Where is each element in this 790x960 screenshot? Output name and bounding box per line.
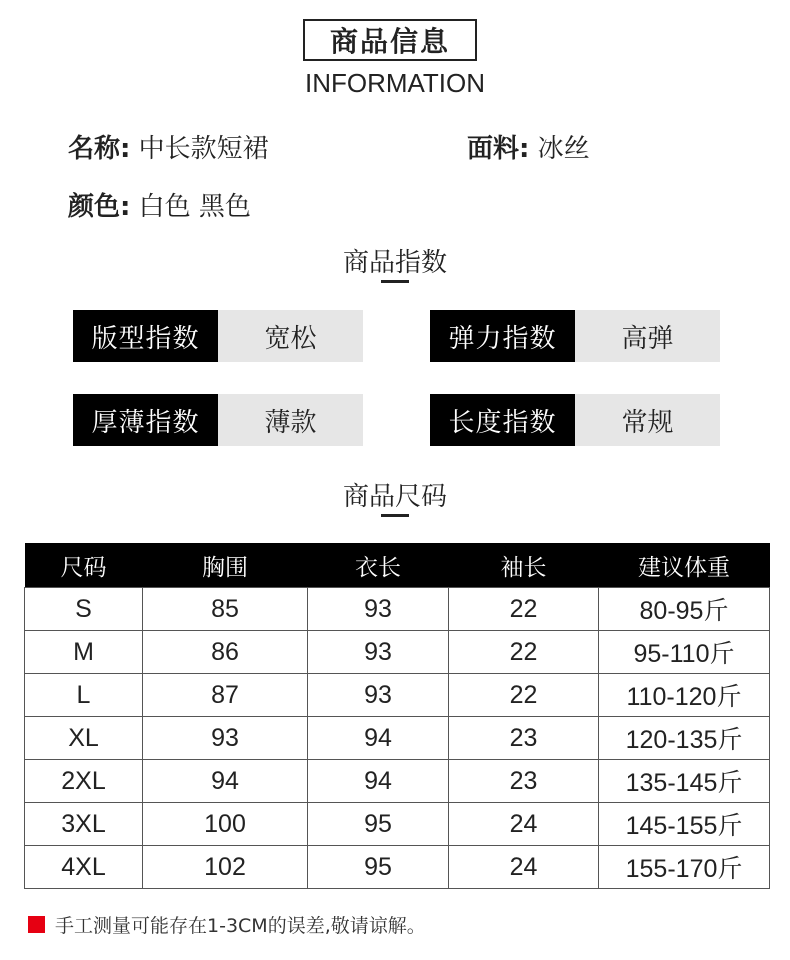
table-row	[25, 803, 770, 846]
index-item-label: 版型指数	[73, 310, 218, 362]
index-item-value: 常规	[575, 394, 720, 446]
index-item-label: 弹力指数	[430, 310, 575, 362]
header-length: 衣长	[308, 543, 449, 588]
index-item-value: 薄款	[218, 394, 363, 446]
cell-weight: 135-145斤	[599, 760, 770, 803]
index-section-title: 商品指数	[342, 248, 447, 278]
cell-chest: 87	[143, 674, 308, 717]
cell-size: 2XL	[25, 760, 143, 803]
cell-length: 93	[308, 631, 449, 674]
size-table-header	[25, 543, 770, 588]
section-subtitle: INFORMATION	[304, 68, 486, 98]
index-item-fit	[73, 310, 363, 362]
note-text: 手工测量可能存在1-3CM的误差,敬请谅解。	[55, 915, 426, 937]
cell-weight: 145-155斤	[599, 803, 770, 846]
info-color	[68, 186, 251, 223]
cell-chest: 85	[143, 588, 308, 631]
index-title-underline	[381, 280, 409, 283]
info-name-value: 中长款短裙	[138, 134, 269, 164]
index-item-value: 宽松	[218, 310, 363, 362]
cell-sleeve: 23	[449, 760, 599, 803]
cell-weight: 155-170斤	[599, 846, 770, 889]
table-row	[25, 631, 770, 674]
size-section-title: 商品尺码	[342, 482, 447, 512]
cell-length: 95	[308, 803, 449, 846]
cell-weight: 95-110斤	[599, 631, 770, 674]
cell-size: 3XL	[25, 803, 143, 846]
info-fabric	[467, 128, 590, 165]
cell-sleeve: 22	[449, 631, 599, 674]
index-item-length	[430, 394, 720, 446]
cell-weight: 110-120斤	[599, 674, 770, 717]
measurement-note	[28, 911, 426, 938]
cell-length: 94	[308, 760, 449, 803]
table-row	[25, 588, 770, 631]
cell-sleeve: 22	[449, 588, 599, 631]
cell-length: 93	[308, 588, 449, 631]
cell-sleeve: 22	[449, 674, 599, 717]
cell-weight: 80-95斤	[599, 588, 770, 631]
table-row	[25, 760, 770, 803]
cell-size: 4XL	[25, 846, 143, 889]
size-table	[24, 543, 770, 889]
cell-sleeve: 23	[449, 717, 599, 760]
info-fabric-value: 冰丝	[537, 134, 590, 164]
cell-size: L	[25, 674, 143, 717]
cell-length: 93	[308, 674, 449, 717]
cell-size: XL	[25, 717, 143, 760]
cell-weight: 120-135斤	[599, 717, 770, 760]
table-row	[25, 846, 770, 889]
size-title-underline	[381, 514, 409, 517]
info-name-label: 名称:	[68, 134, 131, 164]
info-color-value: 白色 黑色	[138, 192, 251, 222]
index-item-thickness	[73, 394, 363, 446]
table-row	[25, 717, 770, 760]
cell-chest: 100	[143, 803, 308, 846]
cell-chest: 86	[143, 631, 308, 674]
info-fabric-label: 面料:	[467, 134, 530, 164]
header-weight: 建议体重	[599, 543, 770, 588]
cell-length: 94	[308, 717, 449, 760]
table-row	[25, 674, 770, 717]
info-color-label: 颜色:	[68, 192, 131, 222]
info-name	[68, 128, 269, 165]
cell-sleeve: 24	[449, 846, 599, 889]
index-item-value: 高弹	[575, 310, 720, 362]
section-title-info: 商品信息	[303, 19, 477, 61]
cell-sleeve: 24	[449, 803, 599, 846]
cell-size: S	[25, 588, 143, 631]
index-item-label: 长度指数	[430, 394, 575, 446]
cell-chest: 93	[143, 717, 308, 760]
cell-size: M	[25, 631, 143, 674]
cell-chest: 94	[143, 760, 308, 803]
header-sleeve: 袖长	[449, 543, 599, 588]
red-square-icon	[28, 916, 45, 933]
header-chest: 胸围	[143, 543, 308, 588]
index-item-label: 厚薄指数	[73, 394, 218, 446]
cell-length: 95	[308, 846, 449, 889]
header-size: 尺码	[25, 543, 143, 588]
cell-chest: 102	[143, 846, 308, 889]
index-item-elasticity	[430, 310, 720, 362]
